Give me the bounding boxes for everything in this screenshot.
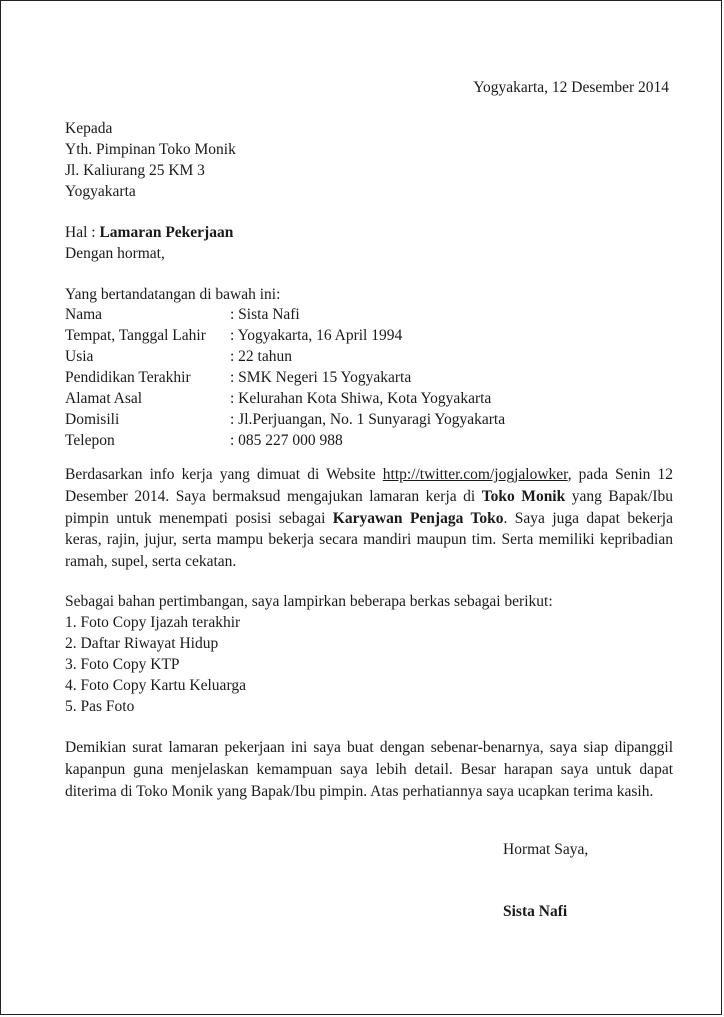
- identity-row: [65, 304, 505, 325]
- recipient-line: Yth. Pimpinan Toko Monik: [65, 141, 236, 158]
- identity-label: Alamat Asal: [65, 390, 143, 407]
- identity-value: : Sista Nafi: [230, 306, 300, 323]
- identity-value: : Kelurahan Kota Shiwa, Kota Yogyakarta: [230, 390, 492, 407]
- identity-table: [65, 304, 505, 451]
- identity-label: Domisili: [65, 411, 120, 428]
- identity-value: : 085 227 000 988: [230, 432, 343, 449]
- recipient-block: [65, 118, 236, 202]
- identity-label: Tempat, Tanggal Lahir: [65, 327, 206, 344]
- greeting: Dengan hormat,: [65, 245, 165, 262]
- body-text: Berdasarkan info kerja yang dimuat di Website: [65, 466, 383, 483]
- identity-row: [65, 388, 505, 409]
- identity-value: : SMK Negeri 15 Yogyakarta: [230, 369, 412, 386]
- subject-line: [65, 222, 233, 243]
- subject-label: Hal :: [65, 224, 100, 241]
- recipient-line: Yogyakarta: [65, 183, 136, 200]
- list-item: 2. Daftar Riwayat Hidup: [65, 635, 219, 652]
- shop-name: Toko Monik: [481, 487, 566, 505]
- identity-value: : Yogyakarta, 16 April 1994: [230, 327, 403, 344]
- identity-label: Usia: [65, 348, 94, 365]
- identity-label: Nama: [65, 306, 103, 323]
- list-item: 4. Foto Copy Kartu Keluarga: [65, 677, 246, 694]
- identity-row: [65, 367, 505, 388]
- intro-text: Yang bertandatangan di bawah ini:: [65, 286, 281, 303]
- list-item: 5. Pas Foto: [65, 698, 135, 715]
- body-text: . Saya juga dapat bekerja keras, rajin, jujur, serta mampu bekerja secara mandiri maupun tim. Serta memiliki kepribadian ramah, supel, serta cekatan.: [65, 509, 673, 571]
- recipient-line: Jl. Kaliurang 25 KM 3: [65, 162, 205, 179]
- subject-value: Lamaran Pekerjaan: [99, 224, 234, 241]
- identity-label: Telepon: [65, 432, 115, 449]
- identity-row: [65, 409, 505, 430]
- body-text: yang Bapak/Ibu pimpin untuk menempati posisi sebagai: [65, 487, 673, 527]
- list-item: 3. Foto Copy KTP: [65, 656, 180, 673]
- identity-value: : 22 tahun: [230, 348, 292, 365]
- list-item: 1. Foto Copy Ijazah terakhir: [65, 614, 241, 631]
- identity-row: [65, 430, 505, 451]
- identity-label: Pendidikan Terakhir: [65, 369, 191, 386]
- identity-row: [65, 325, 505, 346]
- website-link[interactable]: http://twitter.com/jogjalowker: [382, 466, 568, 483]
- body-text: , pada Senin 12 Desember 2014. Saya bermaksud mengajukan lamaran kerja di: [65, 466, 673, 505]
- position-name: Karyawan Penjaga Toko: [332, 509, 504, 527]
- body-paragraph-2: Demikian surat lamaran pekerjaan ini saya buat dengan sebenar-benarnya, saya siap dipanggil kapanpun guna menjelaskan kemampuan saya lebih detail. Besar harapan saya untuk dapat diterima di Toko Monik yang Bapak/Ibu pimpin. Atas perhatiannya saya ucapkan terima kasih.: [65, 739, 673, 800]
- recipient-line: Kepada: [65, 120, 113, 137]
- identity-value: : Jl.Perjuangan, No. 1 Sunyaragi Yogyakarta: [230, 411, 506, 428]
- attachments-intro: Sebagai bahan pertimbangan, saya lampirkan beberapa berkas sebagai berikut:: [65, 593, 553, 610]
- identity-row: [65, 346, 505, 367]
- closing-text: Hormat Saya,: [503, 841, 589, 858]
- attachments-list: [65, 612, 246, 717]
- signature-name: Sista Nafi: [503, 903, 568, 920]
- letter-date: Yogyakarta, 12 Desember 2014: [473, 79, 669, 96]
- body-paragraph-1: [65, 464, 673, 573]
